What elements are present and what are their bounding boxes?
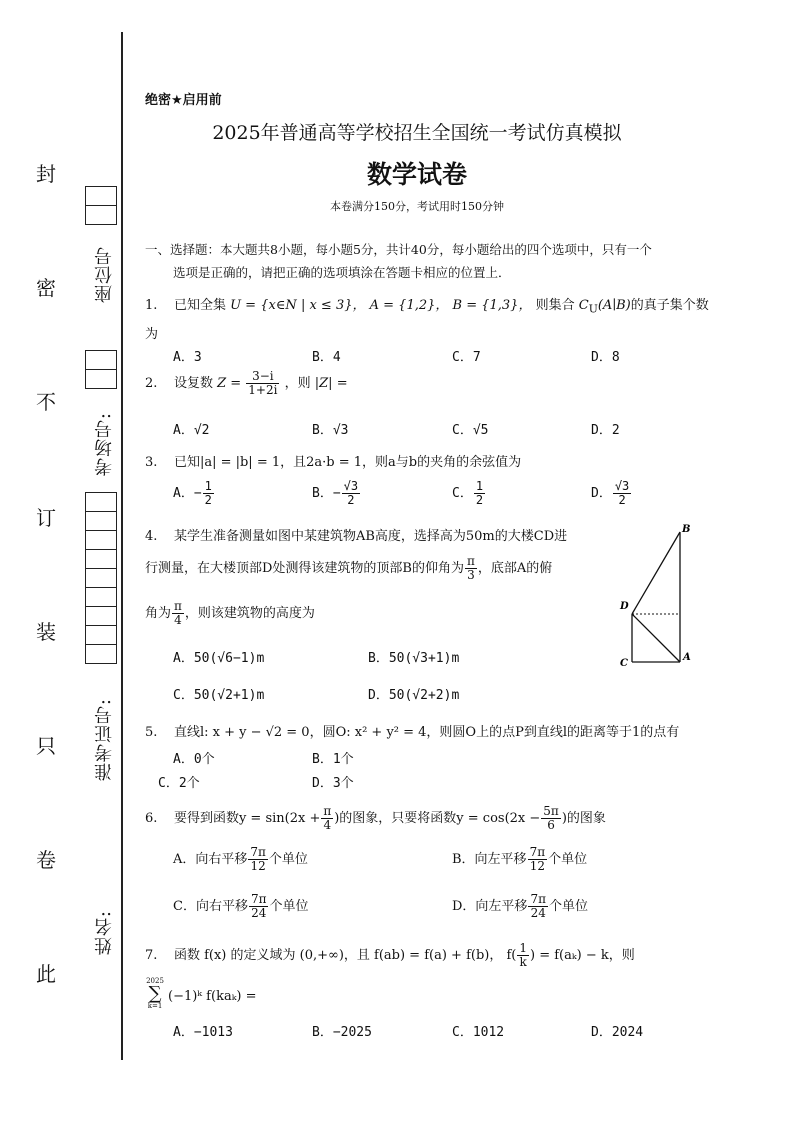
q-number: 3. xyxy=(145,455,158,470)
option-c[interactable]: C．7 xyxy=(452,350,481,365)
section-intro-line1: 一、选择题：本大题共8小题，每小题5分，共计40分，每小题给出的四个选项中，只有一个 xyxy=(145,242,652,257)
margin-char: 密 xyxy=(36,276,56,300)
option-a[interactable]: A．向右平移 $\frac{7\pi}{12}$ 个单位 xyxy=(173,845,308,874)
label-a: A xyxy=(683,652,691,663)
q-math: (A∣B) xyxy=(597,298,631,313)
q-math: A = {1,2}， xyxy=(369,298,449,313)
fraction: $\frac{3-i}{1+2i}$ xyxy=(248,369,278,398)
margin-char: 订 xyxy=(36,506,56,530)
option-d[interactable]: D．2024 xyxy=(591,1025,644,1040)
q-text: 设复数 xyxy=(173,376,213,392)
section-intro-line2: 选项是正确的，请把正确的选项填涂在答题卡相应的位置上． xyxy=(173,265,511,280)
margin-char: 卷 xyxy=(36,848,56,872)
margin-char: 装 xyxy=(36,620,56,644)
room-label: 考场号: xyxy=(94,412,115,477)
option-a[interactable]: A．0个 xyxy=(173,752,215,767)
option-a[interactable]: A．− $\frac{1}{2}$ xyxy=(173,479,212,508)
exam-title: 2025年普通高等学校招生全国统一考试仿真模拟 xyxy=(212,122,622,144)
margin-char: 只 xyxy=(36,734,56,758)
q-text: 的真子集个数 xyxy=(630,298,709,313)
option-b[interactable]: B．−2025 xyxy=(312,1025,372,1040)
question-1 xyxy=(145,294,709,316)
margin-char: 此 xyxy=(36,962,56,986)
q-number: 5. xyxy=(145,725,158,740)
q4-line2: 行测量，在大楼顶部D处测得该建筑物的顶部B的仰角为 $\frac{\pi}{3}$ ，底部A的俯 xyxy=(145,554,553,583)
q4-line3: 角为 $\frac{\pi}{4}$ ，则该建筑物的高度为 xyxy=(145,599,315,628)
exam-info: 本卷满分150分，考试用时150分钟 xyxy=(330,200,504,213)
q-number: 2. xyxy=(145,376,158,392)
option-d[interactable]: D．8 xyxy=(591,350,620,365)
option-a[interactable]: A．3 xyxy=(173,350,202,365)
option-d[interactable]: D．50(√2+2)m xyxy=(368,688,460,703)
option-c[interactable]: C． $\frac{1}{2}$ xyxy=(452,479,484,508)
option-b[interactable]: B．向左平移 $\frac{7\pi}{12}$ 个单位 xyxy=(452,845,588,874)
building-diagram xyxy=(612,522,702,672)
q-number: 1. xyxy=(145,298,158,313)
summation: 2025 ∑ k=1 xyxy=(146,977,164,1010)
margin-char: 不 xyxy=(36,390,56,414)
q-text-cont: 为 xyxy=(145,327,159,342)
option-a[interactable]: A．√2 xyxy=(173,423,210,438)
option-d[interactable]: D．3个 xyxy=(312,776,354,791)
option-d[interactable]: D． $\frac{√3}{2}$ xyxy=(591,479,630,508)
q-text: 某学生准备测量如图中某建筑物AB高度，选择高为50m的大楼CD进 xyxy=(173,529,568,544)
option-b[interactable]: B．4 xyxy=(312,350,341,365)
q-text: ，则 xyxy=(284,376,311,392)
question-3 xyxy=(145,451,521,470)
option-b[interactable]: B．50(√3+1)m xyxy=(368,651,460,666)
option-c[interactable]: C．2个 xyxy=(158,776,200,791)
q-number: 4. xyxy=(145,529,158,544)
q-number: 7. xyxy=(145,948,158,964)
subject-title: 数学试卷 xyxy=(366,160,467,189)
option-b[interactable]: B．1个 xyxy=(312,752,354,767)
q-math: Z = xyxy=(217,376,242,392)
question-7: 7. 函数 f(x) 的定义域为 (0,+∞)，且 f(ab) = f(a) + f(b)， f( $\frac{1}{k}$ ) = f(aₖ) − k，则 xyxy=(145,941,635,970)
label-c: C xyxy=(620,658,628,669)
q-text: 已知全集 xyxy=(173,298,226,313)
option-a[interactable]: A．50(√6−1)m xyxy=(173,651,265,666)
q-text: 已知|a| = |b| = 1，且2a·b = 1，则a与b的夹角的余弦值为 xyxy=(173,455,522,470)
option-c[interactable]: C．向右平移 $\frac{7\pi}{24}$ 个单位 xyxy=(173,892,309,921)
question-6: 6. 要得到函数y = sin(2x + $\frac{\pi}{4}$ )的图象，只要将函数y = cos(2x − $\frac{5\pi}{6}$ )的图象 xyxy=(145,804,606,833)
q-text: 直线l: x + y − √2 = 0，圆O: x² + y² = 4，则圆O上的点P到直线l的距离等于1的点有 xyxy=(173,725,680,740)
seat-label: 座位号 xyxy=(94,246,115,303)
label-b: B xyxy=(682,524,691,535)
room-number-boxes[interactable] xyxy=(85,350,117,389)
name-label: 姓名: xyxy=(94,910,115,956)
option-c[interactable]: C．50(√2+1)m xyxy=(173,688,265,703)
q-math-sub: U xyxy=(588,302,598,316)
ticket-number-boxes[interactable] xyxy=(85,492,117,664)
option-c[interactable]: C．1012 xyxy=(452,1025,505,1040)
q-text: 则集合 xyxy=(535,298,575,313)
option-b[interactable]: B．√3 xyxy=(312,423,349,438)
ticket-label: 准考证号: xyxy=(94,698,115,782)
option-d[interactable]: D．2 xyxy=(591,423,620,438)
q-number: 6. xyxy=(145,811,158,827)
sum-expression: (−1)ᵏ f(kaₖ) = xyxy=(168,989,257,1004)
question-2 xyxy=(145,370,348,397)
q-math: |Z| = xyxy=(314,376,348,392)
question-4 xyxy=(145,525,567,544)
question-5 xyxy=(145,721,679,740)
secret-mark: 绝密★启用前 xyxy=(145,93,222,108)
option-d[interactable]: D．向左平移 $\frac{7\pi}{24}$ 个单位 xyxy=(452,892,588,921)
margin-char: 封 xyxy=(36,162,56,186)
q-math: B = {1,3}， xyxy=(452,298,532,313)
option-c[interactable]: C．√5 xyxy=(452,423,489,438)
option-b[interactable]: B．− $\frac{√3}{2}$ xyxy=(312,479,359,508)
q-math: U = {x∈N | x ≤ 3}， xyxy=(230,298,366,313)
q-math: C xyxy=(578,298,589,313)
label-d: D xyxy=(620,601,629,612)
option-a[interactable]: A．−1013 xyxy=(173,1025,233,1040)
